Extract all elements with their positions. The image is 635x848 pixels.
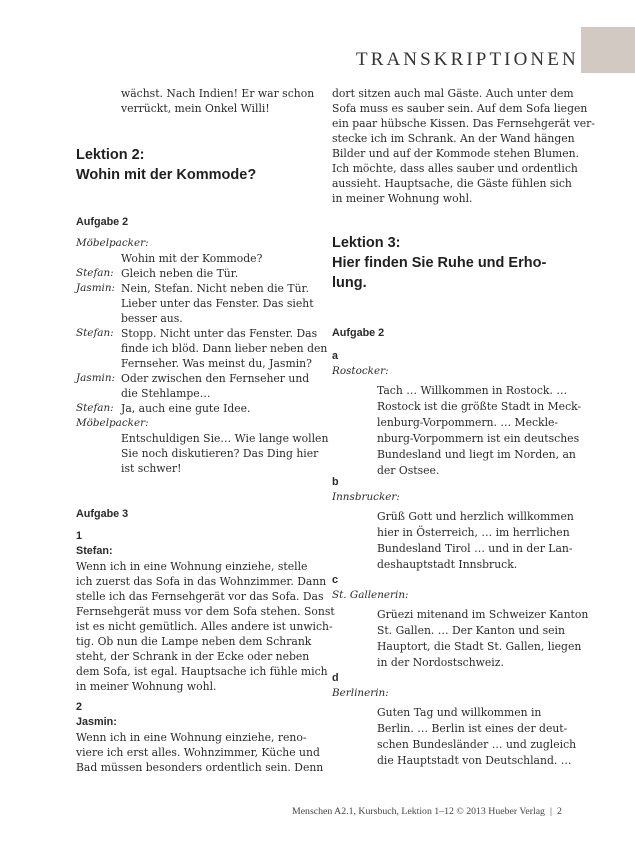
dialogue-line: schen Bundesländer … und zugleich [377, 738, 577, 751]
speaker-label: Jasmin: [76, 282, 116, 294]
page-number: 2 [556, 806, 562, 817]
dialogue-line: finde ich blöd. Dann lieber neben den [121, 342, 328, 355]
dialogue-line: Lieber unter das Fenster. Das sieht [121, 297, 314, 310]
text-line: viere ich erst alles. Wohnzimmer, Küche und [76, 746, 320, 759]
exercise-heading: Aufgabe 2 [76, 216, 129, 228]
text-line: Sofa muss es sauber sein. Auf dem Sofa liegen [332, 102, 588, 115]
footer-citation: Menschen A2.1, Kursbuch, Lektion 1–12 © 2013 Hueber Verlag [292, 806, 545, 817]
footer-separator: | [549, 806, 552, 817]
exercise-heading: Aufgabe 3 [76, 508, 129, 520]
section-letter: d [332, 672, 339, 684]
dialogue-line: nburg-Vorpommern ist ein deutsches [377, 432, 580, 445]
dialogue-line: Grüß Gott und herzlich willkommen [377, 510, 574, 523]
lesson-2-title: Wohin mit der Kommode? [76, 167, 257, 183]
text-line: ist es nicht gemütlich. Alles andere ist unwich- [76, 620, 333, 633]
dialogue-line: Entschuldigen Sie… Wie lange wollen [121, 432, 329, 445]
dialogue-line: lenburg-Vorpommern. … Meckle- [377, 416, 559, 429]
text-line: dort sitzen auch mal Gäste. Auch unter dem [332, 87, 574, 100]
text-line: Bilder und auf der Kommode stehen Blumen. [332, 147, 580, 160]
dialogue-line: hier in Österreich, … im herrlichen [377, 526, 570, 539]
section-letter: b [332, 476, 339, 488]
dialogue-line: die Hauptstadt von Deutschland. … [377, 754, 572, 767]
speaker-name: Stefan: [76, 545, 113, 557]
text-line: stecke ich im Schrank. An der Wand hängen [332, 132, 575, 145]
dialogue-line: Oder zwischen den Fernseher und [121, 372, 310, 385]
dialogue-line: Grüezi mitenand im Schweizer Kanton [377, 608, 589, 621]
speaker-label: Stefan: [76, 402, 114, 414]
text-line: stelle ich das Fernsehgerät vor das Sofa. Das [76, 590, 324, 603]
page-footer [292, 806, 562, 817]
section-letter: c [332, 574, 339, 586]
dialogue-line: ist schwer! [121, 462, 182, 475]
dialogue-line: Gleich neben die Tür. [121, 267, 239, 280]
item-number: 2 [76, 701, 83, 713]
item-number: 1 [76, 530, 83, 542]
dialogue-line: in der Nordostschweiz. [377, 656, 504, 669]
speaker-label: Möbelpacker: [76, 237, 149, 249]
dialogue-line: der Ostsee. [377, 464, 440, 477]
page-header-title: TRANSKRIPTIONEN [356, 49, 579, 70]
dialogue-line: Fernseher. Was meinst du, Jasmin? [121, 357, 312, 370]
lesson-3-title: lung. [332, 275, 367, 291]
text-line: ein paar hübsche Kissen. Das Fernsehgerät ver- [332, 117, 595, 130]
lesson-2-number: Lektion 2: [76, 147, 145, 163]
lesson-3-number: Lektion 3: [332, 235, 401, 251]
dialogue-line: Rostock ist die größte Stadt in Meck- [377, 400, 582, 413]
speaker-label: Berlinerin: [332, 687, 389, 699]
text-line: Fernsehgerät muss vor dem Sofa stehen. Sonst [76, 605, 335, 618]
speaker-label: Innsbrucker: [332, 491, 400, 503]
dialogue-line: Wohin mit der Kommode? [121, 252, 263, 265]
lesson-3-title: Hier finden Sie Ruhe und Erho- [332, 255, 547, 271]
header-color-tab [581, 27, 635, 73]
intro-line: wächst. Nach Indien! Er war schon [121, 87, 315, 100]
speaker-label: Jasmin: [76, 372, 116, 384]
text-line: aussieht. Hauptsache, die Gäste fühlen sich [332, 177, 572, 190]
text-line: tig. Ob nun die Lampe neben dem Schrank [76, 635, 312, 648]
speaker-label: St. Gallenerin: [332, 589, 409, 601]
dialogue-line: Stopp. Nicht unter das Fenster. Das [121, 327, 318, 340]
intro-line: verrückt, mein Onkel Willi! [121, 102, 270, 115]
text-line: Bad müssen besonders ordentlich sein. Denn [76, 761, 324, 774]
dialogue-line: Guten Tag und willkommen in [377, 706, 542, 719]
text-line: Wenn ich in eine Wohnung einziehe, stelle [76, 560, 308, 573]
text-line: in meiner Wohnung wohl. [76, 680, 217, 693]
dialogue-line: Ja, auch eine gute Idee. [121, 402, 251, 415]
speaker-name: Jasmin: [76, 716, 117, 728]
section-letter: a [332, 350, 339, 362]
dialogue-line: Berlin. … Berlin ist eines der deut- [377, 722, 568, 735]
speaker-label: Rostocker: [332, 365, 389, 377]
speaker-label: Stefan: [76, 267, 114, 279]
dialogue-line: St. Gallen. … Der Kanton und sein [377, 624, 565, 637]
text-line: dem Sofa, ist egal. Hauptsache ich fühle mich [76, 665, 328, 678]
dialogue-line: Tach … Willkommen in Rostock. … [377, 384, 568, 397]
text-line: Wenn ich in eine Wohnung einziehe, reno- [76, 731, 307, 744]
text-line: steht, der Schrank in der Ecke oder neben [76, 650, 310, 663]
dialogue-line: Hauptort, die Stadt St. Gallen, liegen [377, 640, 582, 653]
dialogue-line: Sie noch diskutieren? Das Ding hier [121, 447, 319, 460]
dialogue-line: deshauptstadt Innsbruck. [377, 558, 518, 571]
text-line: Ich möchte, dass alles sauber und ordentlich [332, 162, 578, 175]
dialogue-line: die Stehlampe… [121, 387, 211, 400]
speaker-label: Stefan: [76, 327, 114, 339]
dialogue-line: Bundesland und liegt im Norden, an [377, 448, 576, 461]
dialogue-line: Nein, Stefan. Nicht neben die Tür. [121, 282, 309, 295]
text-line: in meiner Wohnung wohl. [332, 192, 473, 205]
exercise-heading: Aufgabe 2 [332, 327, 385, 339]
dialogue-line: besser aus. [121, 312, 183, 325]
dialogue-line: Bundesland Tirol … und in der Lan- [377, 542, 573, 555]
speaker-label: Möbelpacker: [76, 417, 149, 429]
text-line: ich zuerst das Sofa in das Wohnzimmer. Dann [76, 575, 327, 588]
